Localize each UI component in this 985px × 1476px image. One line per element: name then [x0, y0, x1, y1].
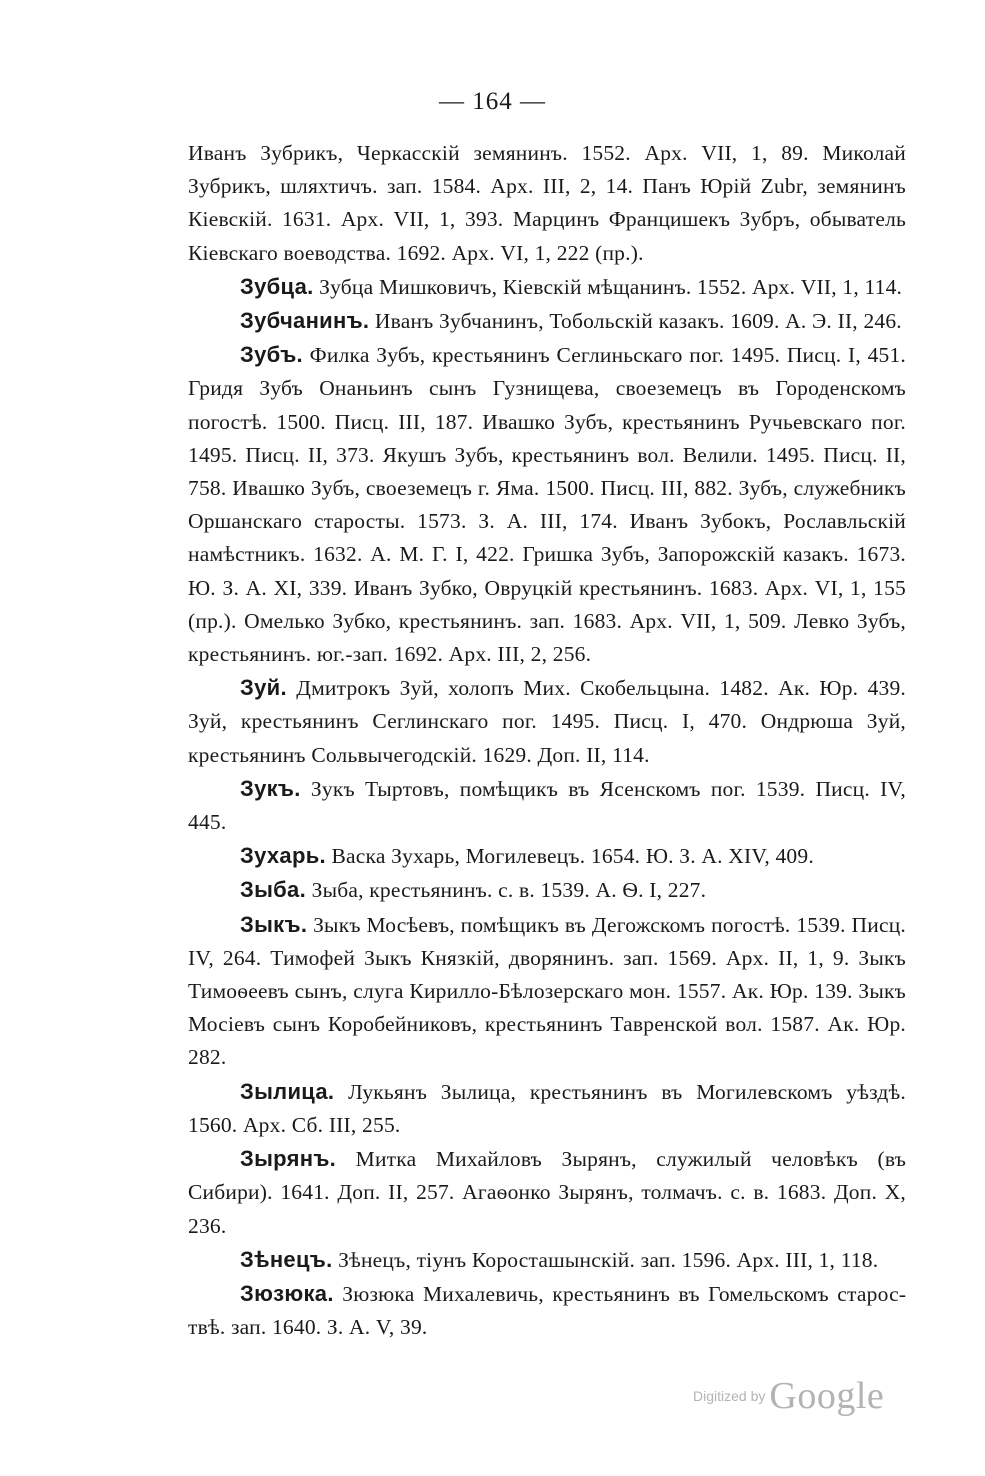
- entry-text: Зыкъ Мосѣевъ, помѣщикъ въ Дегожскомъ погостѣ. 1539. Писц. IV, 264. Тимофей Зыкъ Князкій, дворянинъ. зап. 1569. Арх. II, 1, 9. Зыкъ Тимоѳеевъ сынъ, слуга Кирилло-Бѣлозерскаго мон. 1557. Ак. Юр. 139. Зыкъ Мосіевъ сынъ Коробейниковъ, крестьянинъ Тавренской вол. 1587. Ак. Юр. 282.: [188, 912, 906, 1070]
- watermark-prefix: Digitized by: [693, 1388, 766, 1404]
- entry-headword: Зукъ.: [240, 775, 301, 801]
- entry-zyuzyuka: [188, 1277, 906, 1344]
- entry-text: Зукъ Тыртовъ, помѣщикъ въ Ясенскомъ пог. 1539. Писц. IV, 445.: [188, 776, 907, 835]
- entry-zukhar: [188, 839, 906, 873]
- entry-headword: Зырянъ.: [240, 1146, 337, 1172]
- entry-text: Иванъ Зубрикъ, Черкасскій земянинъ. 1552. Арх. VII, 1, 89. Миколай Зубрикъ, шляхтичъ. зап. 1584. Арх. III, 2, 14. Панъ Юрій Zubr, земянинъ Кіевскій. 1631. Арх. VII, 1, 393. Марцинъ Францишекъ Зубръ, обыватель Кіевскаго воеводства. 1692. Арх. VI, 1, 222 (пр.).: [188, 141, 906, 265]
- entry-zyryan: [188, 1142, 906, 1243]
- dictionary-text: [188, 137, 906, 1344]
- entry-headword: Зѣнецъ.: [240, 1246, 333, 1272]
- entry-headword: Зыба.: [240, 877, 307, 903]
- entry-zubchanin: [188, 304, 906, 338]
- entry-continuation: [188, 137, 906, 270]
- entry-headword: Зуй.: [240, 675, 287, 701]
- google-logo: Google: [769, 1375, 885, 1417]
- entry-headword: Зубчанинъ.: [240, 308, 370, 334]
- entry-headword: Зылица.: [240, 1078, 335, 1104]
- entry-headword: Зубца.: [240, 273, 314, 299]
- entry-zyk: [188, 908, 906, 1075]
- entry-text: Филка Зубъ, крестьянинъ Сеглиньскаго пог. 1495. Писц. I, 451. Гридя Зубъ Онаньинъ сынъ Гузнищева, своеземецъ въ Городенскомъ погостѣ. 1500. Писц. III, 187. Ивашко Зубъ, крестьянинъ Ручьевскаго пог. 1495. Писц. II, 373. Якушъ Зубъ, крестьянинъ вол. Велили. 1495. Писц. II, 758. Ивашко Зубъ, своеземецъ г. Яма. 1500. Писц. III, 882. Зубъ, служебникъ Оршанскаго старосты. 1573. З. А. III, 174. Иванъ Зубокъ, Рославльскій намѣстникъ. 1632. А. М. Г. I, 422. Гришка Зубъ, Запорожскій казакъ. 1673. Ю. З. А. XI, 339. Иванъ Зубко, Овруцкій крестьянинъ. 1683. Арх. VI, 1, 155 (пр.). Омелько Зубко, крестьянинъ. зап. 1683. Арх. VII, 1, 509. Левко Зубъ, крестьянинъ. юг.-зап. 1692. Арх. III, 2, 256.: [188, 343, 907, 667]
- entry-text: Лукьянъ Зылица, крестьянинъ въ Могилевскомъ уѣздѣ. 1560. Арх. Сб. III, 255.: [188, 1079, 907, 1137]
- entry-zyba: [188, 873, 906, 907]
- entry-text: Васка Зухарь, Могилевецъ. 1654. Ю. З. А. XIV, 409.: [331, 844, 814, 869]
- entry-zylitsa: [188, 1075, 906, 1142]
- entry-text: Зѣнецъ, тіунъ Коросташынскій. зап. 1596. Арх. III, 1, 118.: [338, 1247, 879, 1272]
- entry-text: Зубца Мишковичъ, Кіевскій мѣщанинъ. 1552. Арх. VII, 1, 114.: [319, 274, 903, 299]
- entry-headword: Зубъ.: [240, 342, 303, 368]
- entry-text: Митка Михайловъ Зырянъ, служилый человѣкъ (въ Сибири). 1641. Доп. II, 257. Агаѳонко Зырянъ, толмачъ. с. в. 1683. Доп. X, 236.: [188, 1147, 907, 1238]
- entry-zuy: [188, 671, 906, 772]
- entry-text: Дмитрокъ Зуй, холопъ Мих. Скобельцына. 1482. Ак. Юр. 439. Зуй, крестьянинъ Сеглинскаго пог. 1495. Писц. I, 470. Ондрюша Зуй, крестьянинъ Сольвычегодскій. 1629. Доп. II, 114.: [188, 676, 906, 767]
- entry-zub: [188, 338, 906, 671]
- entry-zubtsa: [188, 270, 906, 304]
- page-number: — 164 —: [439, 88, 546, 115]
- entry-headword: Зыкъ.: [240, 911, 308, 937]
- entry-headword: Зухарь.: [240, 843, 326, 869]
- entry-headword: Зюзюка.: [240, 1280, 334, 1306]
- entry-zuk: [188, 772, 906, 839]
- entry-zenets: [188, 1243, 906, 1277]
- entry-text: Зыба, крестьянинъ. с. в. 1539. А. Ѳ. I, 227.: [311, 878, 707, 903]
- entry-text: Зюзюка Михалевичь, крестьянинъ въ Гомельскомъ староствѣ. зап. 1640. З. А. V, 39.: [188, 1281, 906, 1340]
- digitized-by-google-watermark: [693, 1374, 884, 1418]
- entry-text: Иванъ Зубчанинъ, Тобольскій казакъ. 1609. А. Э. II, 246.: [374, 309, 902, 334]
